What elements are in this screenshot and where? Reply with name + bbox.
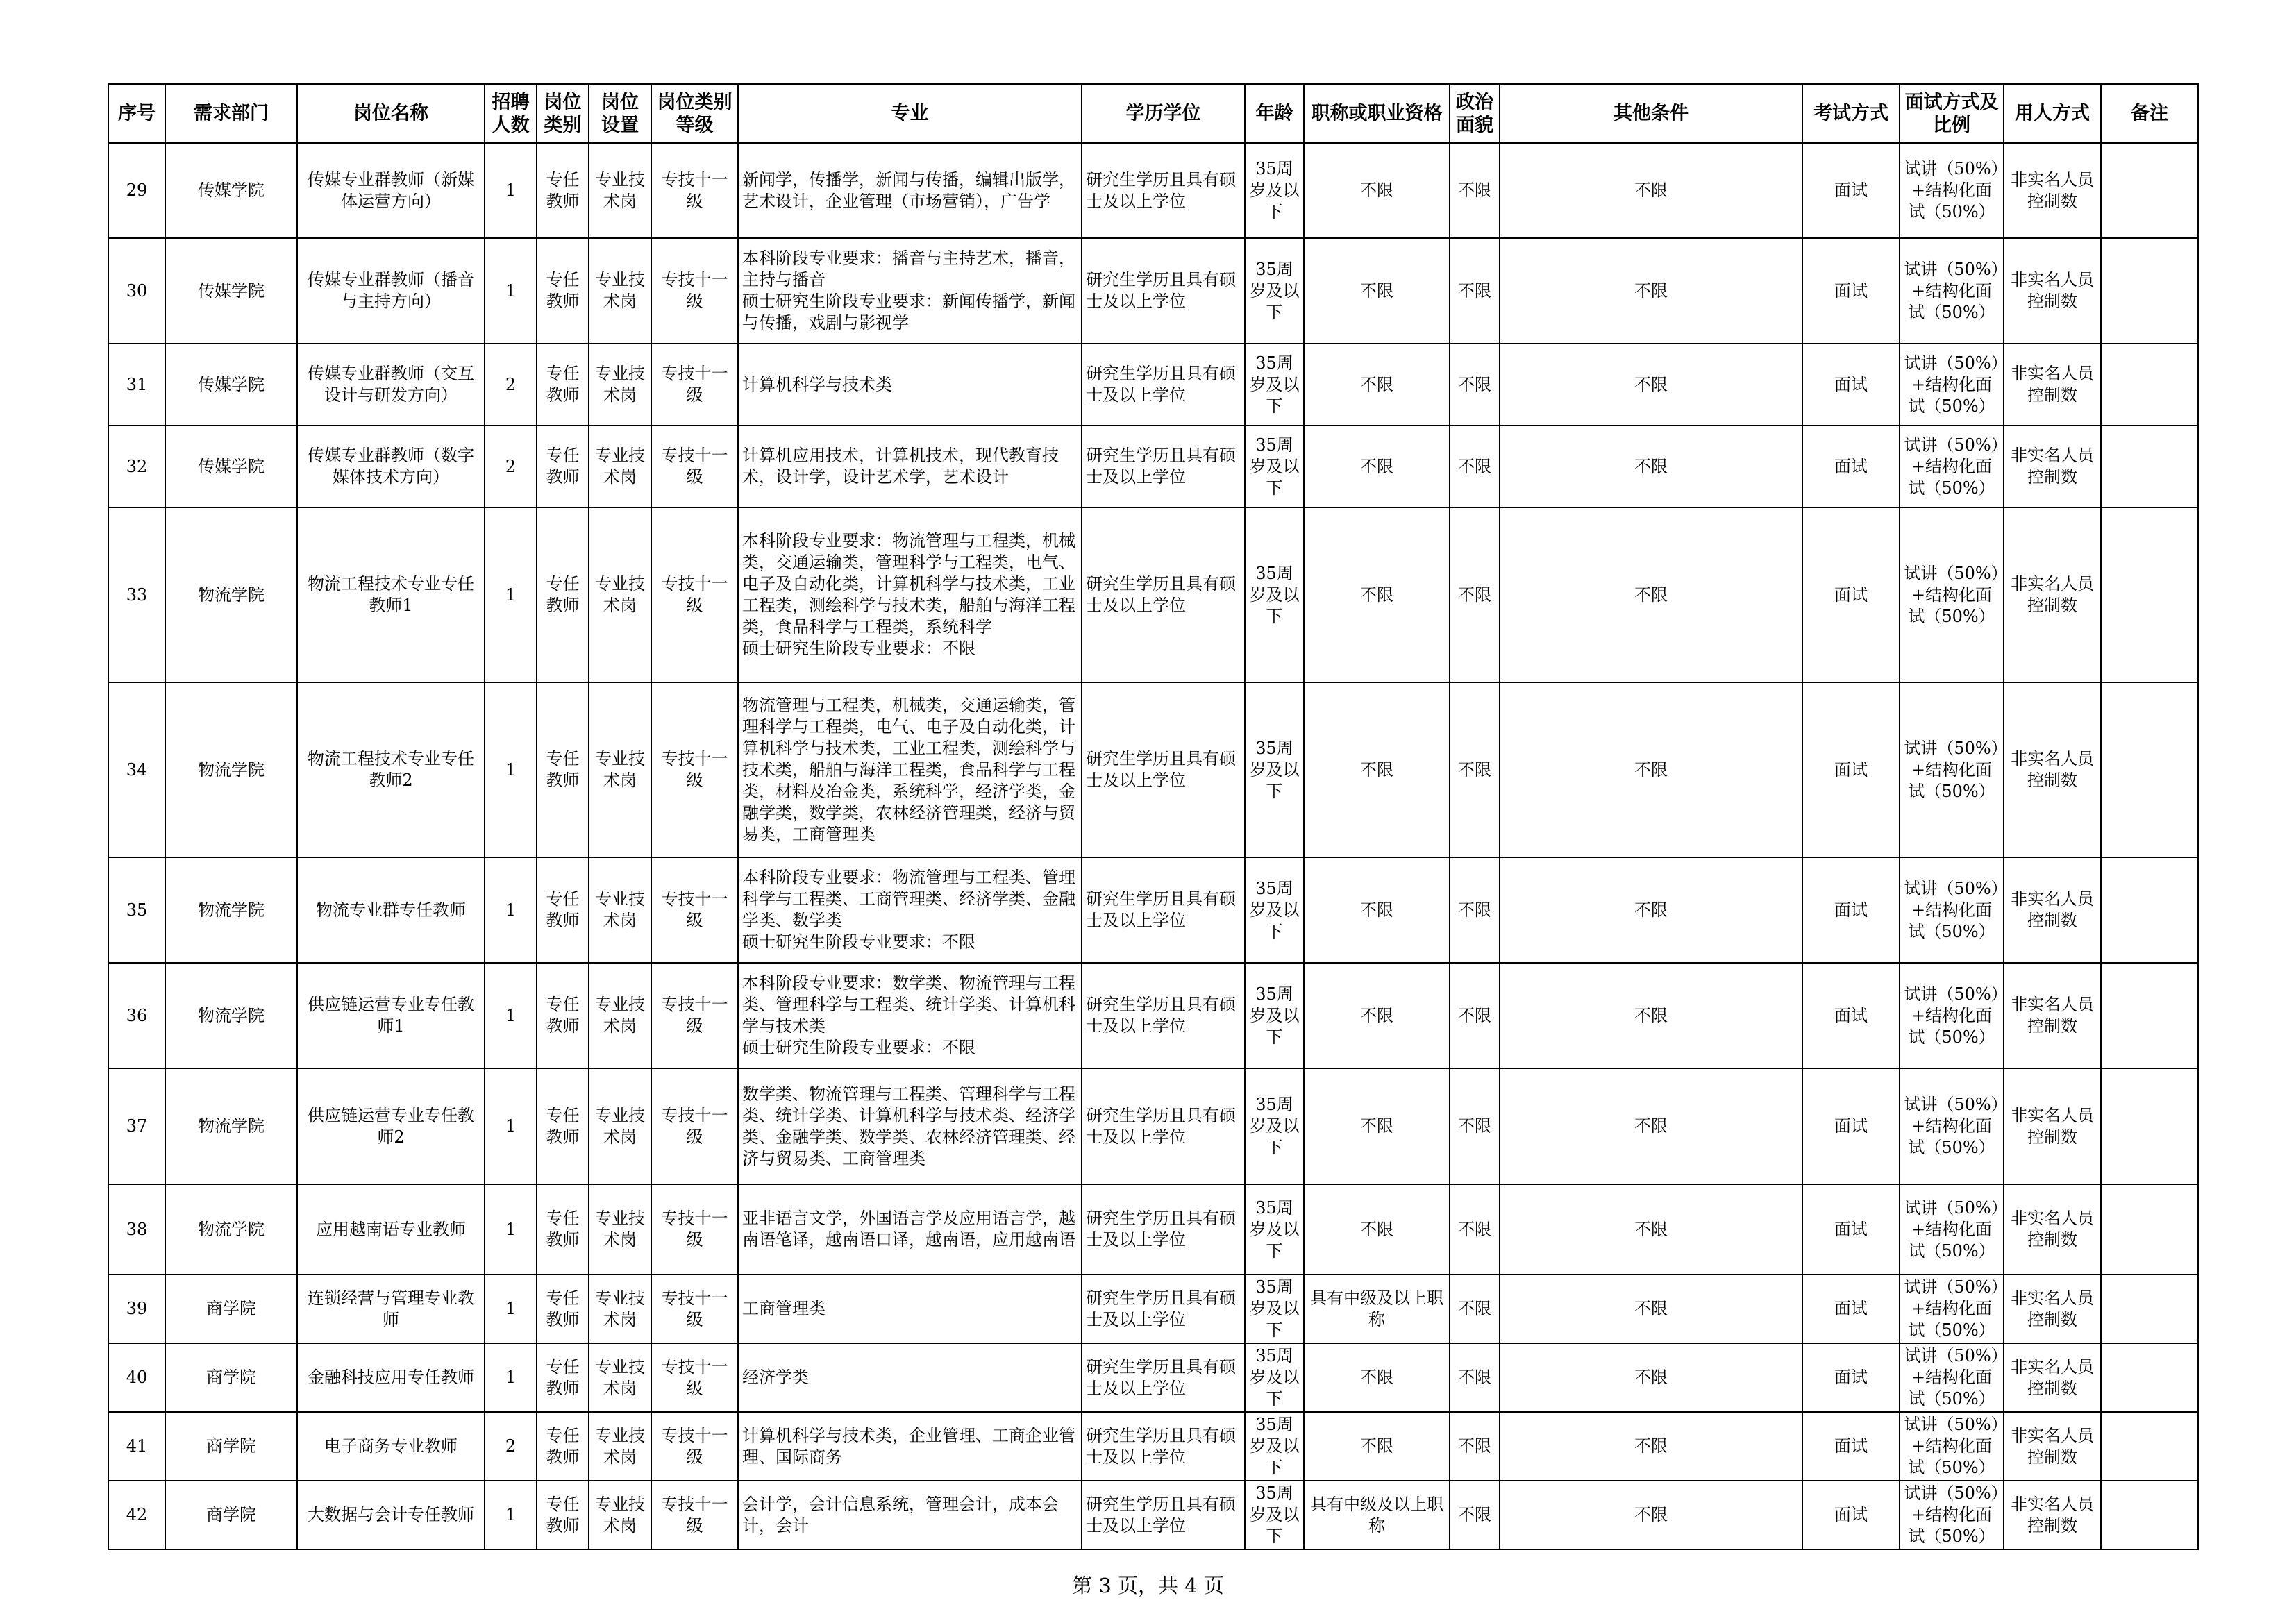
cell-post-category: 专任教师 (537, 1481, 589, 1549)
cell-row-number: 37 (108, 1068, 165, 1184)
cell-post-level: 专技十一级 (651, 1068, 738, 1184)
cell-department: 商学院 (165, 1275, 297, 1343)
cell-remark (2101, 238, 2198, 344)
cell-headcount: 1 (485, 1275, 537, 1343)
cell-headcount: 1 (485, 963, 537, 1068)
cell-age: 35周岁及以下 (1245, 1481, 1304, 1549)
cell-department: 商学院 (165, 1412, 297, 1481)
cell-education: 研究生学历且具有硕士及以上学位 (1082, 1343, 1245, 1412)
cell-interview-method: 试讲（50%）+结构化面试（50%） (1900, 507, 2004, 682)
cell-education: 研究生学历且具有硕士及以上学位 (1082, 507, 1245, 682)
cell-row-number: 29 (108, 143, 165, 238)
cell-employment-type: 非实名人员控制数 (2004, 1275, 2101, 1343)
cell-other-conditions: 不限 (1500, 963, 1802, 1068)
table-row (108, 238, 2198, 344)
cell-other-conditions: 不限 (1500, 1343, 1802, 1412)
cell-education: 研究生学历且具有硕士及以上学位 (1082, 1481, 1245, 1549)
cell-row-number: 41 (108, 1412, 165, 1481)
cell-qualification: 不限 (1304, 143, 1450, 238)
cell-major: 计算机应用技术，计算机技术，现代教育技术，设计学，设计艺术学，艺术设计 (738, 426, 1082, 507)
cell-employment-type: 非实名人员控制数 (2004, 1412, 2101, 1481)
cell-remark (2101, 344, 2198, 426)
cell-department: 传媒学院 (165, 238, 297, 344)
cell-post-name: 电子商务专业教师 (297, 1412, 485, 1481)
cell-remark (2101, 857, 2198, 963)
cell-other-conditions: 不限 (1500, 1068, 1802, 1184)
cell-education: 研究生学历且具有硕士及以上学位 (1082, 1068, 1245, 1184)
cell-headcount: 1 (485, 143, 537, 238)
cell-remark (2101, 682, 2198, 857)
cell-headcount: 2 (485, 426, 537, 507)
table-body (108, 143, 2198, 1549)
cell-post-setting: 专业技术岗 (589, 238, 651, 344)
cell-row-number: 31 (108, 344, 165, 426)
cell-department: 传媒学院 (165, 344, 297, 426)
cell-post-level: 专技十一级 (651, 682, 738, 857)
cell-major: 本科阶段专业要求：播音与主持艺术，播音，主持与播音 硕士研究生阶段专业要求：新闻传播学，新闻与传播，戏剧与影视学 (738, 238, 1082, 344)
cell-education: 研究生学历且具有硕士及以上学位 (1082, 1412, 1245, 1481)
cell-headcount: 2 (485, 1412, 537, 1481)
cell-major: 本科阶段专业要求：物流管理与工程类、管理科学与工程类、工商管理类、经济学类、金融学类、数学类 硕士研究生阶段专业要求：不限 (738, 857, 1082, 963)
cell-headcount: 1 (485, 1068, 537, 1184)
cell-qualification: 不限 (1304, 963, 1450, 1068)
cell-post-setting: 专业技术岗 (589, 1481, 651, 1549)
cell-remark (2101, 143, 2198, 238)
cell-post-level: 专技十一级 (651, 1412, 738, 1481)
cell-post-category: 专任教师 (537, 1275, 589, 1343)
cell-exam-method: 面试 (1802, 507, 1900, 682)
cell-post-level: 专技十一级 (651, 1275, 738, 1343)
cell-education: 研究生学历且具有硕士及以上学位 (1082, 963, 1245, 1068)
cell-age: 35周岁及以下 (1245, 963, 1304, 1068)
cell-exam-method: 面试 (1802, 682, 1900, 857)
cell-politics: 不限 (1450, 1412, 1500, 1481)
cell-education: 研究生学历且具有硕士及以上学位 (1082, 344, 1245, 426)
cell-exam-method: 面试 (1802, 344, 1900, 426)
cell-post-name: 物流专业群专任教师 (297, 857, 485, 963)
cell-post-category: 专任教师 (537, 857, 589, 963)
cell-age: 35周岁及以下 (1245, 1184, 1304, 1275)
cell-remark (2101, 1068, 2198, 1184)
cell-interview-method: 试讲（50%）+结构化面试（50%） (1900, 1184, 2004, 1275)
cell-exam-method: 面试 (1802, 238, 1900, 344)
cell-row-number: 39 (108, 1275, 165, 1343)
cell-headcount: 1 (485, 857, 537, 963)
cell-qualification: 不限 (1304, 1184, 1450, 1275)
cell-employment-type: 非实名人员控制数 (2004, 1481, 2101, 1549)
cell-exam-method: 面试 (1802, 1275, 1900, 1343)
header-cell: 用人方式 (2004, 84, 2101, 143)
cell-post-level: 专技十一级 (651, 238, 738, 344)
cell-politics: 不限 (1450, 963, 1500, 1068)
cell-exam-method: 面试 (1802, 1412, 1900, 1481)
cell-post-name: 物流工程技术专业专任教师1 (297, 507, 485, 682)
cell-headcount: 2 (485, 344, 537, 426)
cell-education: 研究生学历且具有硕士及以上学位 (1082, 238, 1245, 344)
cell-major: 经济学类 (738, 1343, 1082, 1412)
cell-post-name: 传媒专业群教师（播音与主持方向） (297, 238, 485, 344)
cell-employment-type: 非实名人员控制数 (2004, 238, 2101, 344)
header-cell: 岗位名称 (297, 84, 485, 143)
cell-post-category: 专任教师 (537, 1412, 589, 1481)
cell-interview-method: 试讲（50%）+结构化面试（50%） (1900, 1068, 2004, 1184)
cell-department: 物流学院 (165, 857, 297, 963)
header-cell: 需求部门 (165, 84, 297, 143)
header-cell: 职称或职业资格 (1304, 84, 1450, 143)
cell-department: 传媒学院 (165, 426, 297, 507)
cell-age: 35周岁及以下 (1245, 507, 1304, 682)
cell-post-name: 供应链运营专业专任教师2 (297, 1068, 485, 1184)
cell-interview-method: 试讲（50%）+结构化面试（50%） (1900, 963, 2004, 1068)
table-row (108, 344, 2198, 426)
cell-post-name: 金融科技应用专任教师 (297, 1343, 485, 1412)
table-row (108, 682, 2198, 857)
cell-post-setting: 专业技术岗 (589, 507, 651, 682)
cell-employment-type: 非实名人员控制数 (2004, 682, 2101, 857)
table-row (108, 1481, 2198, 1549)
cell-post-name: 应用越南语专业教师 (297, 1184, 485, 1275)
cell-employment-type: 非实名人员控制数 (2004, 1068, 2101, 1184)
table-row (108, 507, 2198, 682)
cell-interview-method: 试讲（50%）+结构化面试（50%） (1900, 426, 2004, 507)
cell-interview-method: 试讲（50%）+结构化面试（50%） (1900, 1481, 2004, 1549)
cell-post-setting: 专业技术岗 (589, 1412, 651, 1481)
cell-remark (2101, 426, 2198, 507)
table-row (108, 1343, 2198, 1412)
cell-headcount: 1 (485, 682, 537, 857)
cell-age: 35周岁及以下 (1245, 682, 1304, 857)
cell-post-setting: 专业技术岗 (589, 963, 651, 1068)
cell-major: 计算机科学与技术类 (738, 344, 1082, 426)
table-row (108, 1412, 2198, 1481)
cell-qualification: 不限 (1304, 507, 1450, 682)
cell-remark (2101, 1412, 2198, 1481)
cell-qualification: 不限 (1304, 426, 1450, 507)
cell-qualification: 不限 (1304, 857, 1450, 963)
cell-qualification: 不限 (1304, 682, 1450, 857)
cell-post-category: 专任教师 (537, 1184, 589, 1275)
cell-education: 研究生学历且具有硕士及以上学位 (1082, 1184, 1245, 1275)
cell-other-conditions: 不限 (1500, 507, 1802, 682)
cell-politics: 不限 (1450, 1343, 1500, 1412)
cell-headcount: 1 (485, 238, 537, 344)
cell-other-conditions: 不限 (1500, 857, 1802, 963)
cell-remark (2101, 963, 2198, 1068)
cell-remark (2101, 1184, 2198, 1275)
cell-post-setting: 专业技术岗 (589, 143, 651, 238)
cell-exam-method: 面试 (1802, 143, 1900, 238)
header-cell: 政治面貌 (1450, 84, 1500, 143)
cell-other-conditions: 不限 (1500, 682, 1802, 857)
cell-post-name: 传媒专业群教师（新媒体运营方向） (297, 143, 485, 238)
cell-post-setting: 专业技术岗 (589, 344, 651, 426)
cell-post-setting: 专业技术岗 (589, 426, 651, 507)
cell-education: 研究生学历且具有硕士及以上学位 (1082, 426, 1245, 507)
cell-remark (2101, 1343, 2198, 1412)
cell-post-name: 传媒专业群教师（数字媒体技术方向） (297, 426, 485, 507)
cell-other-conditions: 不限 (1500, 238, 1802, 344)
cell-interview-method: 试讲（50%）+结构化面试（50%） (1900, 682, 2004, 857)
cell-politics: 不限 (1450, 238, 1500, 344)
cell-row-number: 35 (108, 857, 165, 963)
cell-other-conditions: 不限 (1500, 426, 1802, 507)
cell-major: 亚非语言文学，外国语言学及应用语言学，越南语笔译，越南语口译，越南语，应用越南语 (738, 1184, 1082, 1275)
cell-age: 35周岁及以下 (1245, 143, 1304, 238)
cell-post-setting: 专业技术岗 (589, 682, 651, 857)
header-cell: 面试方式及比例 (1900, 84, 2004, 143)
cell-other-conditions: 不限 (1500, 143, 1802, 238)
table-row (108, 857, 2198, 963)
cell-employment-type: 非实名人员控制数 (2004, 344, 2101, 426)
cell-department: 物流学院 (165, 682, 297, 857)
cell-politics: 不限 (1450, 507, 1500, 682)
cell-employment-type: 非实名人员控制数 (2004, 1343, 2101, 1412)
cell-employment-type: 非实名人员控制数 (2004, 1184, 2101, 1275)
header-cell: 岗位类别等级 (651, 84, 738, 143)
cell-post-level: 专技十一级 (651, 426, 738, 507)
cell-post-category: 专任教师 (537, 1343, 589, 1412)
cell-age: 35周岁及以下 (1245, 344, 1304, 426)
cell-major: 物流管理与工程类，机械类，交通运输类，管理科学与工程类，电气、电子及自动化类，计算机科学与技术类，工业工程类，测绘科学与技术类，船舶与海洋工程类，食品科学与工程类，材料及冶金类，系统科学，经济学类，金融学类，数学类，农林经济管理类，经济与贸易类，工商管理类 (738, 682, 1082, 857)
cell-exam-method: 面试 (1802, 963, 1900, 1068)
cell-remark (2101, 1481, 2198, 1549)
cell-qualification: 不限 (1304, 1343, 1450, 1412)
cell-politics: 不限 (1450, 143, 1500, 238)
cell-education: 研究生学历且具有硕士及以上学位 (1082, 682, 1245, 857)
cell-row-number: 33 (108, 507, 165, 682)
cell-politics: 不限 (1450, 1068, 1500, 1184)
cell-headcount: 1 (485, 1481, 537, 1549)
cell-other-conditions: 不限 (1500, 1481, 1802, 1549)
cell-headcount: 1 (485, 1343, 537, 1412)
cell-post-name: 供应链运营专业专任教师1 (297, 963, 485, 1068)
cell-employment-type: 非实名人员控制数 (2004, 857, 2101, 963)
cell-interview-method: 试讲（50%）+结构化面试（50%） (1900, 238, 2004, 344)
header-cell: 年龄 (1245, 84, 1304, 143)
cell-post-setting: 专业技术岗 (589, 1343, 651, 1412)
table-row (108, 963, 2198, 1068)
cell-post-level: 专技十一级 (651, 143, 738, 238)
cell-department: 物流学院 (165, 507, 297, 682)
cell-exam-method: 面试 (1802, 1068, 1900, 1184)
cell-post-level: 专技十一级 (651, 1343, 738, 1412)
header-cell: 其他条件 (1500, 84, 1802, 143)
cell-major: 本科阶段专业要求：物流管理与工程类，机械类，交通运输类，管理科学与工程类，电气、电子及自动化类，计算机科学与技术类，工业工程类，测绘科学与技术类，船舶与海洋工程类，食品科学与工程类，系统科学 硕士研究生阶段专业要求：不限 (738, 507, 1082, 682)
cell-interview-method: 试讲（50%）+结构化面试（50%） (1900, 143, 2004, 238)
cell-employment-type: 非实名人员控制数 (2004, 426, 2101, 507)
cell-row-number: 30 (108, 238, 165, 344)
cell-politics: 不限 (1450, 857, 1500, 963)
cell-post-level: 专技十一级 (651, 963, 738, 1068)
page-footer: 第 3 页，共 4 页 (1072, 1574, 1224, 1597)
cell-politics: 不限 (1450, 1184, 1500, 1275)
cell-remark (2101, 507, 2198, 682)
cell-exam-method: 面试 (1802, 426, 1900, 507)
cell-post-category: 专任教师 (537, 963, 589, 1068)
header-cell: 考试方式 (1802, 84, 1900, 143)
cell-post-category: 专任教师 (537, 238, 589, 344)
cell-qualification: 不限 (1304, 1412, 1450, 1481)
cell-interview-method: 试讲（50%）+结构化面试（50%） (1900, 1343, 2004, 1412)
table-row (108, 1275, 2198, 1343)
cell-post-level: 专技十一级 (651, 857, 738, 963)
cell-age: 35周岁及以下 (1245, 857, 1304, 963)
cell-post-name: 传媒专业群教师（交互设计与研发方向） (297, 344, 485, 426)
cell-age: 35周岁及以下 (1245, 238, 1304, 344)
cell-department: 物流学院 (165, 1184, 297, 1275)
cell-post-name: 连锁经营与管理专业教师 (297, 1275, 485, 1343)
cell-politics: 不限 (1450, 1275, 1500, 1343)
cell-major: 计算机科学与技术类，企业管理、工商企业管理、国际商务 (738, 1412, 1082, 1481)
cell-major: 数学类、物流管理与工程类、管理科学与工程类、统计学类、计算机科学与技术类、经济学类、金融学类、数学类、农林经济管理类、经济与贸易类、工商管理类 (738, 1068, 1082, 1184)
cell-politics: 不限 (1450, 344, 1500, 426)
header-cell: 序号 (108, 84, 165, 143)
cell-exam-method: 面试 (1802, 1481, 1900, 1549)
cell-education: 研究生学历且具有硕士及以上学位 (1082, 1275, 1245, 1343)
cell-qualification: 不限 (1304, 344, 1450, 426)
table-row (108, 1068, 2198, 1184)
cell-education: 研究生学历且具有硕士及以上学位 (1082, 143, 1245, 238)
cell-post-category: 专任教师 (537, 682, 589, 857)
cell-age: 35周岁及以下 (1245, 1412, 1304, 1481)
cell-post-category: 专任教师 (537, 344, 589, 426)
cell-post-setting: 专业技术岗 (589, 1275, 651, 1343)
cell-employment-type: 非实名人员控制数 (2004, 963, 2101, 1068)
cell-qualification: 具有中级及以上职称 (1304, 1481, 1450, 1549)
cell-post-category: 专任教师 (537, 143, 589, 238)
cell-qualification: 不限 (1304, 1068, 1450, 1184)
cell-interview-method: 试讲（50%）+结构化面试（50%） (1900, 1412, 2004, 1481)
cell-other-conditions: 不限 (1500, 1412, 1802, 1481)
recruitment-table (108, 83, 2199, 1550)
cell-row-number: 42 (108, 1481, 165, 1549)
cell-interview-method: 试讲（50%）+结构化面试（50%） (1900, 857, 2004, 963)
cell-row-number: 32 (108, 426, 165, 507)
cell-major: 新闻学，传播学，新闻与传播，编辑出版学，艺术设计，企业管理（市场营销），广告学 (738, 143, 1082, 238)
cell-post-setting: 专业技术岗 (589, 1068, 651, 1184)
cell-headcount: 1 (485, 507, 537, 682)
header-row (108, 84, 2198, 143)
cell-post-level: 专技十一级 (651, 507, 738, 682)
cell-employment-type: 非实名人员控制数 (2004, 143, 2101, 238)
table-row (108, 1184, 2198, 1275)
cell-post-name: 大数据与会计专任教师 (297, 1481, 485, 1549)
cell-exam-method: 面试 (1802, 1343, 1900, 1412)
header-cell: 专业 (738, 84, 1082, 143)
cell-interview-method: 试讲（50%）+结构化面试（50%） (1900, 344, 2004, 426)
cell-department: 物流学院 (165, 963, 297, 1068)
cell-politics: 不限 (1450, 426, 1500, 507)
cell-post-name: 物流工程技术专业专任教师2 (297, 682, 485, 857)
cell-post-category: 专任教师 (537, 507, 589, 682)
cell-other-conditions: 不限 (1500, 1184, 1802, 1275)
cell-post-setting: 专业技术岗 (589, 857, 651, 963)
cell-post-category: 专任教师 (537, 1068, 589, 1184)
cell-exam-method: 面试 (1802, 857, 1900, 963)
cell-major: 会计学，会计信息系统，管理会计，成本会计，会计 (738, 1481, 1082, 1549)
header-cell: 招聘人数 (485, 84, 537, 143)
cell-qualification: 具有中级及以上职称 (1304, 1275, 1450, 1343)
cell-employment-type: 非实名人员控制数 (2004, 507, 2101, 682)
cell-major: 本科阶段专业要求：数学类、物流管理与工程类、管理科学与工程类、统计学类、计算机科学与技术类 硕士研究生阶段专业要求：不限 (738, 963, 1082, 1068)
cell-politics: 不限 (1450, 1481, 1500, 1549)
cell-age: 35周岁及以下 (1245, 1068, 1304, 1184)
cell-exam-method: 面试 (1802, 1184, 1900, 1275)
header-cell: 学历学位 (1082, 84, 1245, 143)
cell-politics: 不限 (1450, 682, 1500, 857)
cell-age: 35周岁及以下 (1245, 1275, 1304, 1343)
cell-age: 35周岁及以下 (1245, 1343, 1304, 1412)
header-cell: 岗位类别 (537, 84, 589, 143)
cell-department: 商学院 (165, 1343, 297, 1412)
table-row (108, 426, 2198, 507)
cell-department: 商学院 (165, 1481, 297, 1549)
table-row (108, 143, 2198, 238)
cell-department: 传媒学院 (165, 143, 297, 238)
cell-row-number: 34 (108, 682, 165, 857)
cell-qualification: 不限 (1304, 238, 1450, 344)
cell-post-level: 专技十一级 (651, 1184, 738, 1275)
cell-department: 物流学院 (165, 1068, 297, 1184)
cell-post-level: 专技十一级 (651, 344, 738, 426)
cell-post-level: 专技十一级 (651, 1481, 738, 1549)
cell-interview-method: 试讲（50%）+结构化面试（50%） (1900, 1275, 2004, 1343)
cell-major: 工商管理类 (738, 1275, 1082, 1343)
cell-remark (2101, 1275, 2198, 1343)
cell-row-number: 38 (108, 1184, 165, 1275)
cell-age: 35周岁及以下 (1245, 426, 1304, 507)
cell-post-category: 专任教师 (537, 426, 589, 507)
cell-other-conditions: 不限 (1500, 344, 1802, 426)
cell-row-number: 40 (108, 1343, 165, 1412)
cell-other-conditions: 不限 (1500, 1275, 1802, 1343)
header-cell: 备注 (2101, 84, 2198, 143)
cell-post-setting: 专业技术岗 (589, 1184, 651, 1275)
cell-education: 研究生学历且具有硕士及以上学位 (1082, 857, 1245, 963)
cell-headcount: 1 (485, 1184, 537, 1275)
cell-row-number: 36 (108, 963, 165, 1068)
header-cell: 岗位设置 (589, 84, 651, 143)
